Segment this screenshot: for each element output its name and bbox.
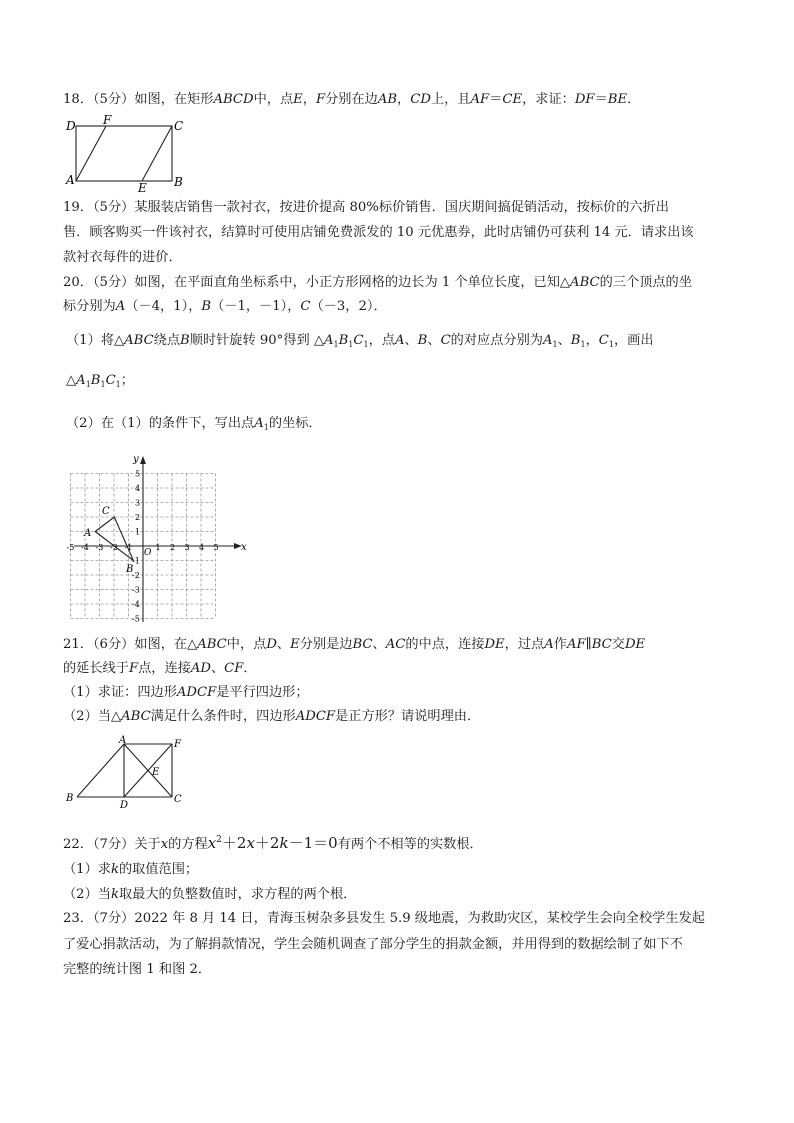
x-tick-label: -4 [81,543,89,552]
q21-part-2: （2）当△ABC满足什么条件时，四边形ADCF是正方形？请说明理由． [63,709,481,724]
y-tick-label: 2 [135,513,141,522]
label-b: B [174,175,183,189]
y-tick-label: 1 [135,527,141,537]
y-axis-label: y [133,454,139,465]
x-tick-label: 3 [184,543,190,552]
x-tick-label: -2 [110,543,118,552]
q20-coordinate-grid [60,448,260,626]
y-tick-label: 4 [135,484,141,493]
label-b: B [126,564,134,575]
y-tick-label: -1 [132,556,140,566]
y-tick-label: 5 [135,469,141,479]
q20-line-1: 20．（5分）如图，在平面直角坐标系中，小正方形网格的边长为 1 个单位长度，已知△ABC的三个顶点的坐 [63,275,692,290]
y-tick-label: 3 [135,498,141,508]
label-f: F [174,739,181,750]
label-f: F [103,114,112,127]
q18-statement: 18．（5分）如图，在矩形ABCD中，点E，F分别在边AB，CD上，且AF＝CE，求证：DF＝BE． [63,92,641,107]
q19-line-2: 售．顾客购买一件该衬衣，结算时可使用店铺免费派发的 10 元优惠券，此时店铺仍可获利 14 元．请求出该 [63,225,694,240]
y-axis-arrow [140,456,146,464]
label-a: A [66,173,75,187]
q18-rectangle-figure [62,114,192,194]
label-a: A [119,735,127,746]
y-tick-label: -3 [132,585,140,595]
q22-statement: 22．（7分）关于x的方程$x^2+2x+2k-1=0$有两个不相等的实数根． [63,834,483,852]
x-tick-label: -1 [124,543,133,552]
q21-line-1: 21．（6分）如图，在△ABC中，点D、E分别是边BC、AC的中点，连接DE，过点A作AF∥BC交DE [63,637,646,652]
x-tick-label: 5 [213,543,219,552]
origin-label: O [144,548,152,558]
label-e: E [152,767,160,778]
x-tick-label: 1 [155,543,161,552]
q22-part-1: （1）求k的取值范围； [63,862,199,877]
y-tick-label: -2 [132,571,140,580]
x-axis-label: x [241,542,247,553]
x-tick-label: -3 [95,543,104,552]
label-c: C [174,794,182,805]
label-d: D [120,800,129,810]
y-tick-label: -4 [132,600,140,609]
x-tick-label: 4 [199,543,205,552]
segment-ab [77,744,124,797]
label-e: E [138,181,147,194]
y-tick-label: -5 [132,614,140,624]
x-tick-label: 2 [170,543,176,552]
q21-line-2: 的延长线于F点，连接AD、CF． [63,661,257,676]
q23-line-2: 了爱心捐款活动，为了解捐款情况，学生会随机调查了部分学生的捐款金额，并用得到的数据绘制了如下不 [63,937,683,952]
q19-line-1: 19．（5分）某服装店销售一款衬衣，按进价提高 80%标价销售．国庆期间搞促销活动，按标价的六折出 [63,200,669,215]
q20-part-1b: $\triangle A_1B_1C_1$； [66,373,134,389]
q19-line-3: 款衬衣每件的进价． [63,250,182,265]
label-c: C [102,506,110,517]
q23-line-3: 完整的统计图 1 和图 2． [63,962,212,977]
segment-af [76,126,106,181]
label-d: D [66,119,76,133]
q21-square-figure [62,734,192,810]
label-c: C [174,119,184,133]
q20-line-2: 标分别为A（－4，1），B（－1，－1），C（－3，2）． [63,299,387,314]
x-tick-label: -5 [66,543,75,552]
q23-line-1: 23．（7分）2022 年 8 月 14 日，青海玉树杂多县发生 5.9 级地震，为救助灾区，某校学生会向全校学生发起 [63,911,705,926]
q20-part-2: （2）在（1）的条件下，写出点$A_1$的坐标． [66,416,322,432]
label-b: B [66,793,74,804]
label-a: A [84,528,92,539]
q21-part-1: （1）求证：四边形ADCF是平行四边形； [63,685,309,700]
q20-part-1: （1）将△ABC绕点B顺时针旋转 90°得到 $\triangle A_1B_1C_1$，点A、B、C的对应点分别为$A_1$、$B_1$，$C_1$，画出 [66,333,654,349]
segment-ce [142,126,172,181]
q22-part-2: （2）当k取最大的负整数值时，求方程的两个根． [63,887,357,902]
